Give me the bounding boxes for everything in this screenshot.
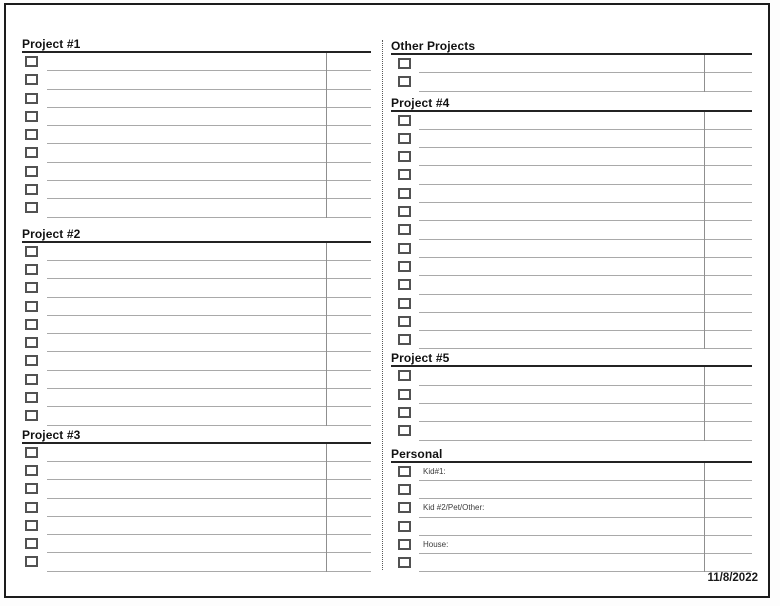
task-label: Kid#1: bbox=[423, 466, 446, 476]
task-field[interactable] bbox=[419, 518, 705, 535]
side-cell[interactable] bbox=[327, 352, 371, 369]
side-cell[interactable] bbox=[705, 112, 752, 129]
checkbox-icon[interactable] bbox=[398, 188, 411, 199]
task-row bbox=[391, 203, 752, 221]
section-project-1 bbox=[22, 38, 371, 218]
task-row bbox=[391, 518, 752, 536]
task-field[interactable] bbox=[47, 298, 327, 315]
task-row bbox=[22, 499, 371, 517]
section-header bbox=[22, 38, 371, 53]
section-title: Project #5 bbox=[391, 351, 450, 366]
checkbox-icon[interactable] bbox=[398, 206, 411, 217]
checkbox-icon[interactable] bbox=[25, 202, 38, 213]
task-row bbox=[391, 148, 752, 166]
task-field[interactable] bbox=[419, 240, 705, 257]
side-cell[interactable] bbox=[327, 90, 371, 107]
task-field[interactable] bbox=[47, 261, 327, 278]
task-label: House: bbox=[423, 539, 449, 549]
checkbox-icon[interactable] bbox=[398, 425, 411, 436]
task-field[interactable] bbox=[419, 203, 705, 220]
task-field[interactable] bbox=[419, 112, 705, 129]
task-field[interactable] bbox=[47, 352, 327, 369]
task-row bbox=[22, 71, 371, 89]
side-cell[interactable] bbox=[705, 73, 752, 90]
side-cell[interactable] bbox=[327, 371, 371, 388]
section-rows bbox=[391, 463, 752, 573]
side-cell[interactable] bbox=[327, 517, 371, 534]
side-cell[interactable] bbox=[705, 422, 752, 439]
section-title: Other Projects bbox=[391, 39, 476, 53]
task-field[interactable] bbox=[419, 386, 705, 403]
checkbox-icon[interactable] bbox=[25, 319, 38, 330]
section-title: Project #4 bbox=[391, 95, 450, 110]
task-row bbox=[391, 481, 752, 499]
side-cell[interactable] bbox=[327, 334, 371, 351]
section-header bbox=[391, 352, 752, 367]
task-field[interactable] bbox=[419, 367, 705, 384]
side-cell[interactable] bbox=[705, 276, 752, 293]
checkbox-icon[interactable] bbox=[25, 246, 38, 257]
side-cell[interactable] bbox=[327, 389, 371, 406]
task-row bbox=[22, 279, 371, 297]
side-cell[interactable] bbox=[327, 480, 371, 497]
task-field[interactable] bbox=[419, 499, 705, 516]
side-cell[interactable] bbox=[327, 126, 371, 143]
task-row bbox=[391, 404, 752, 422]
checkbox-icon[interactable] bbox=[25, 465, 38, 476]
side-cell[interactable] bbox=[705, 499, 752, 516]
side-cell[interactable] bbox=[327, 462, 371, 479]
checkbox-icon[interactable] bbox=[398, 298, 411, 309]
task-field[interactable] bbox=[419, 481, 705, 498]
section-rows bbox=[391, 55, 752, 92]
task-row bbox=[391, 258, 752, 276]
task-row bbox=[391, 367, 752, 385]
task-row bbox=[22, 126, 371, 144]
task-row bbox=[391, 554, 752, 572]
task-field[interactable] bbox=[419, 422, 705, 439]
task-row bbox=[22, 389, 371, 407]
task-field[interactable] bbox=[419, 554, 705, 571]
task-row bbox=[22, 163, 371, 181]
task-row bbox=[391, 499, 752, 517]
task-field[interactable] bbox=[419, 295, 705, 312]
task-row bbox=[22, 334, 371, 352]
checkbox-icon[interactable] bbox=[25, 447, 38, 458]
side-cell[interactable] bbox=[705, 221, 752, 238]
task-field[interactable] bbox=[419, 221, 705, 238]
section-project-2 bbox=[22, 228, 371, 426]
checkbox-icon[interactable] bbox=[25, 301, 38, 312]
checkbox-icon[interactable] bbox=[25, 129, 38, 140]
task-row bbox=[22, 535, 371, 553]
task-field[interactable] bbox=[47, 499, 327, 516]
checkbox-icon[interactable] bbox=[398, 370, 411, 381]
section-rows bbox=[22, 444, 371, 572]
task-label: Kid #2/Pet/Other: bbox=[423, 503, 485, 513]
checkbox-icon[interactable] bbox=[398, 243, 411, 254]
side-cell[interactable] bbox=[327, 407, 371, 424]
checkbox-icon[interactable] bbox=[398, 261, 411, 272]
task-row bbox=[391, 536, 752, 554]
task-row bbox=[22, 53, 371, 71]
task-field[interactable] bbox=[47, 279, 327, 296]
task-field[interactable] bbox=[419, 276, 705, 293]
side-cell[interactable] bbox=[327, 261, 371, 278]
side-cell[interactable] bbox=[705, 554, 752, 571]
task-row bbox=[391, 185, 752, 203]
task-row bbox=[391, 276, 752, 294]
checkbox-icon[interactable] bbox=[25, 410, 38, 421]
side-cell[interactable] bbox=[705, 166, 752, 183]
side-cell[interactable] bbox=[705, 258, 752, 275]
side-cell[interactable] bbox=[327, 243, 371, 260]
task-field[interactable] bbox=[47, 108, 327, 125]
task-field[interactable] bbox=[47, 163, 327, 180]
checkbox-icon[interactable] bbox=[25, 166, 38, 177]
section-project-5 bbox=[391, 352, 752, 440]
checkbox-icon[interactable] bbox=[25, 337, 38, 348]
side-cell[interactable] bbox=[327, 163, 371, 180]
task-field[interactable] bbox=[419, 148, 705, 165]
task-field[interactable] bbox=[47, 553, 327, 570]
section-title: Personal bbox=[391, 446, 443, 461]
task-field[interactable] bbox=[47, 334, 327, 351]
side-cell[interactable] bbox=[705, 295, 752, 312]
task-row bbox=[391, 221, 752, 239]
task-field[interactable] bbox=[47, 243, 327, 260]
side-cell[interactable] bbox=[705, 203, 752, 220]
task-field[interactable] bbox=[419, 331, 705, 348]
side-cell[interactable] bbox=[327, 181, 371, 198]
task-row bbox=[22, 316, 371, 334]
side-cell[interactable] bbox=[705, 404, 752, 421]
checkbox-icon[interactable] bbox=[25, 147, 38, 158]
task-row bbox=[22, 199, 371, 217]
section-title: Project #1 bbox=[22, 37, 81, 51]
task-field[interactable] bbox=[419, 130, 705, 147]
task-field[interactable] bbox=[47, 444, 327, 461]
task-field[interactable] bbox=[419, 404, 705, 421]
side-cell[interactable] bbox=[327, 144, 371, 161]
checkbox-icon[interactable] bbox=[398, 151, 411, 162]
task-row bbox=[22, 371, 371, 389]
task-field[interactable] bbox=[47, 517, 327, 534]
side-cell[interactable] bbox=[327, 71, 371, 88]
side-cell[interactable] bbox=[327, 444, 371, 461]
side-cell[interactable] bbox=[327, 53, 371, 70]
side-cell[interactable] bbox=[327, 298, 371, 315]
task-field[interactable] bbox=[47, 71, 327, 88]
checkbox-icon[interactable] bbox=[25, 374, 38, 385]
task-row bbox=[22, 90, 371, 108]
checkbox-icon[interactable] bbox=[25, 556, 38, 567]
section-personal bbox=[391, 448, 752, 573]
side-cell[interactable] bbox=[705, 481, 752, 498]
side-cell[interactable] bbox=[705, 386, 752, 403]
checkbox-icon[interactable] bbox=[398, 133, 411, 144]
section-rows bbox=[22, 53, 371, 218]
task-field[interactable] bbox=[419, 73, 705, 90]
checkbox-icon[interactable] bbox=[25, 184, 38, 195]
side-cell[interactable] bbox=[327, 316, 371, 333]
side-cell[interactable] bbox=[705, 518, 752, 535]
task-row bbox=[22, 462, 371, 480]
side-cell[interactable] bbox=[705, 148, 752, 165]
task-row bbox=[22, 298, 371, 316]
checkbox-icon[interactable] bbox=[398, 466, 411, 477]
task-field[interactable] bbox=[47, 535, 327, 552]
checkbox-icon[interactable] bbox=[398, 279, 411, 290]
section-other-projects bbox=[391, 40, 752, 92]
side-cell[interactable] bbox=[327, 553, 371, 570]
task-row bbox=[391, 386, 752, 404]
section-header bbox=[391, 40, 752, 55]
checkbox-icon[interactable] bbox=[25, 355, 38, 366]
task-row bbox=[391, 313, 752, 331]
section-rows bbox=[391, 367, 752, 440]
side-cell[interactable] bbox=[705, 367, 752, 384]
checkbox-icon[interactable] bbox=[25, 538, 38, 549]
checkbox-icon[interactable] bbox=[398, 407, 411, 418]
section-header bbox=[22, 228, 371, 243]
checkbox-icon[interactable] bbox=[398, 484, 411, 495]
checkbox-icon[interactable] bbox=[398, 389, 411, 400]
section-header bbox=[391, 97, 752, 112]
task-field[interactable] bbox=[47, 53, 327, 70]
task-field[interactable] bbox=[47, 144, 327, 161]
side-cell[interactable] bbox=[705, 331, 752, 348]
task-field[interactable] bbox=[47, 389, 327, 406]
side-cell[interactable] bbox=[327, 279, 371, 296]
checkbox-icon[interactable] bbox=[25, 74, 38, 85]
checkbox-icon[interactable] bbox=[398, 58, 411, 69]
column-right bbox=[391, 40, 752, 572]
side-cell[interactable] bbox=[705, 130, 752, 147]
checkbox-icon[interactable] bbox=[25, 56, 38, 67]
section-title: Project #3 bbox=[22, 427, 81, 442]
task-field[interactable] bbox=[419, 463, 705, 480]
checkbox-icon[interactable] bbox=[398, 169, 411, 180]
task-row bbox=[22, 108, 371, 126]
section-header bbox=[22, 429, 371, 444]
section-rows bbox=[391, 112, 752, 350]
side-cell[interactable] bbox=[705, 55, 752, 72]
section-header bbox=[391, 448, 752, 463]
checkbox-icon[interactable] bbox=[398, 115, 411, 126]
checkbox-icon[interactable] bbox=[25, 282, 38, 293]
task-field[interactable] bbox=[47, 316, 327, 333]
task-row bbox=[391, 73, 752, 91]
task-row bbox=[391, 331, 752, 349]
task-field[interactable] bbox=[47, 462, 327, 479]
task-row bbox=[391, 295, 752, 313]
task-row bbox=[391, 55, 752, 73]
side-cell[interactable] bbox=[705, 240, 752, 257]
checkbox-icon[interactable] bbox=[398, 76, 411, 87]
checkbox-icon[interactable] bbox=[25, 264, 38, 275]
section-project-4 bbox=[391, 97, 752, 350]
task-field[interactable] bbox=[47, 126, 327, 143]
task-field[interactable] bbox=[47, 480, 327, 497]
task-row bbox=[22, 144, 371, 162]
task-field[interactable] bbox=[419, 185, 705, 202]
task-row bbox=[22, 261, 371, 279]
column-left bbox=[22, 38, 371, 572]
task-row bbox=[22, 181, 371, 199]
checkbox-icon[interactable] bbox=[398, 521, 411, 532]
task-row bbox=[22, 444, 371, 462]
task-row bbox=[391, 112, 752, 130]
task-field[interactable] bbox=[419, 536, 705, 553]
task-row bbox=[391, 422, 752, 440]
task-field[interactable] bbox=[419, 313, 705, 330]
checkbox-icon[interactable] bbox=[398, 557, 411, 568]
checkbox-icon[interactable] bbox=[25, 502, 38, 513]
checkbox-icon[interactable] bbox=[398, 224, 411, 235]
task-row bbox=[391, 166, 752, 184]
task-row bbox=[22, 243, 371, 261]
task-row bbox=[22, 553, 371, 571]
task-row bbox=[391, 240, 752, 258]
task-field[interactable] bbox=[47, 199, 327, 216]
task-row bbox=[391, 130, 752, 148]
side-cell[interactable] bbox=[705, 536, 752, 553]
task-field[interactable] bbox=[419, 55, 705, 72]
checkbox-icon[interactable] bbox=[398, 502, 411, 513]
side-cell[interactable] bbox=[327, 199, 371, 216]
task-row bbox=[22, 480, 371, 498]
date-label: 11/8/2022 bbox=[707, 572, 758, 584]
side-cell[interactable] bbox=[705, 185, 752, 202]
side-cell[interactable] bbox=[705, 463, 752, 480]
section-project-3 bbox=[22, 429, 371, 572]
side-cell[interactable] bbox=[327, 535, 371, 552]
checkbox-icon[interactable] bbox=[25, 392, 38, 403]
checkbox-icon[interactable] bbox=[398, 334, 411, 345]
checkbox-icon[interactable] bbox=[25, 93, 38, 104]
task-field[interactable] bbox=[47, 371, 327, 388]
section-title: Project #2 bbox=[22, 226, 81, 241]
task-field[interactable] bbox=[419, 258, 705, 275]
task-row bbox=[22, 352, 371, 370]
checkbox-icon[interactable] bbox=[25, 483, 38, 494]
side-cell[interactable] bbox=[327, 108, 371, 125]
side-cell[interactable] bbox=[327, 499, 371, 516]
task-row bbox=[22, 517, 371, 535]
task-field[interactable] bbox=[419, 166, 705, 183]
task-field[interactable] bbox=[47, 90, 327, 107]
task-field[interactable] bbox=[47, 407, 327, 424]
task-field[interactable] bbox=[47, 181, 327, 198]
column-separator bbox=[382, 40, 383, 570]
task-row bbox=[391, 463, 752, 481]
side-cell[interactable] bbox=[705, 313, 752, 330]
checkbox-icon[interactable] bbox=[25, 520, 38, 531]
checkbox-icon[interactable] bbox=[25, 111, 38, 122]
section-rows bbox=[22, 243, 371, 426]
checkbox-icon[interactable] bbox=[398, 539, 411, 550]
checkbox-icon[interactable] bbox=[398, 316, 411, 327]
task-row bbox=[22, 407, 371, 425]
